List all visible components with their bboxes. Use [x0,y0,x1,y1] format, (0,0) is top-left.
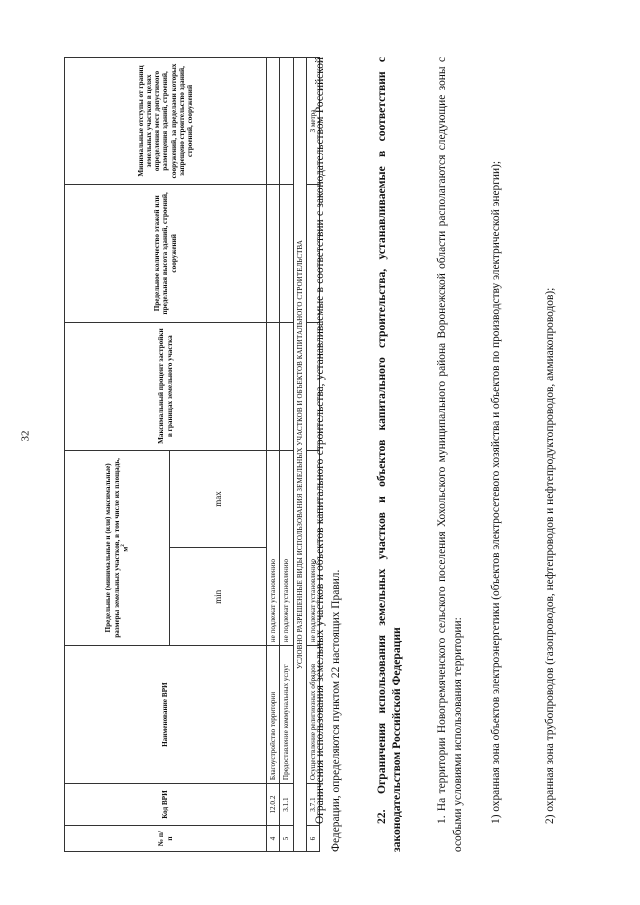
cell-coverage [280,322,293,450]
table-row [267,58,280,852]
list-item: 2) охранная зона трубопроводов (газопроводов, нефтепроводов и нефтепродуктопроводов, аммиакопроводов); [544,287,557,824]
cell-coverage [267,322,280,450]
header-area-text: Предельные (минимальные и (или) максимальные) размеры земельных участков, в том числе их площадь, м [104,458,130,638]
section-heading-number: 22. [374,809,388,824]
cell-minmax: не подлежат установлению [280,450,293,646]
cell-name: Благоустройство территории [267,646,280,784]
section-title: УСЛОВНО РАЗРЕШЕННЫЕ ВИДЫ ИСПОЛЬЗОВАНИЯ ЗЕМЕЛЬНЫХ УЧАСТКОВ И ОБЪЕКТОВ КАПИТАЛЬНОГО СТРОИТЕЛЬСТВА [293,58,306,852]
cell-minmax: не подлежат установлению [267,450,280,646]
cell-name: Осуществление религиозных обрядов [306,646,319,784]
cell-num: 4 [267,826,280,852]
cell-floors [280,184,293,322]
cell-code: 12.0.2 [267,784,280,826]
list-item: 1) охранная зона объектов электроэнергетики (объектов электросетевого хозяйства и объектов по производству электрической энергии); [490,160,503,824]
section-row [293,58,306,852]
vri-table [64,57,320,852]
table-row [280,58,293,852]
header-area-group [65,450,170,646]
note-paragraph: Ограничения использования земельных участков и объектов капитального строительства, устанавливаемые в соответствии с законодательством Российской Федерации, определяются пунктом 22 настоящих Правил. [314,57,342,852]
header-coverage: Максимальный процент застройки в границах земельного участка [65,322,267,450]
header-area-unit: 2 [120,544,126,547]
cell-setback [280,58,293,185]
header-name: Наименование ВРИ [65,646,267,784]
cell-name: Предоставление коммунальных услуг [280,646,293,784]
cell-minmax: не подлежат установлению [306,450,319,646]
header-num: № п/п [65,826,267,852]
intro-paragraph: 1. На территории Новогремяченского сельского поселения Хохольского муниципального района Воронежской области располагаются следующие зоны с особыми условиями использования территории: [436,57,464,852]
page-number: 32 [19,430,32,442]
section-heading-text: Ограничения использования земельных участков и объектов капитального строительства, устанавливаемые в соответствии с законодательством Российской Федерации [374,57,404,852]
cell-code: 3.7.1 [306,784,319,826]
cell-num: 6 [306,826,319,852]
cell-setback [267,58,280,185]
cell-code: 3.1.1 [280,784,293,826]
cell-num: 5 [280,826,293,852]
header-max: max [170,450,267,548]
header-min: min [170,548,267,646]
cell-setback: 3 метра [306,58,319,185]
header-floors: Предельное количество этажей или предельная высота зданий, строений, сооружений [65,184,267,322]
header-code: Код ВРИ [65,784,267,826]
rotated-content [64,52,584,852]
header-setback: Минимальные отступы от границ земельных участков в целях определения мест допустимого размещения зданий, строений, сооружений, за пределами которых запрещено строительство зданий, строений, сооружений [65,58,267,185]
cell-floors [267,184,280,322]
section-heading [374,57,405,852]
